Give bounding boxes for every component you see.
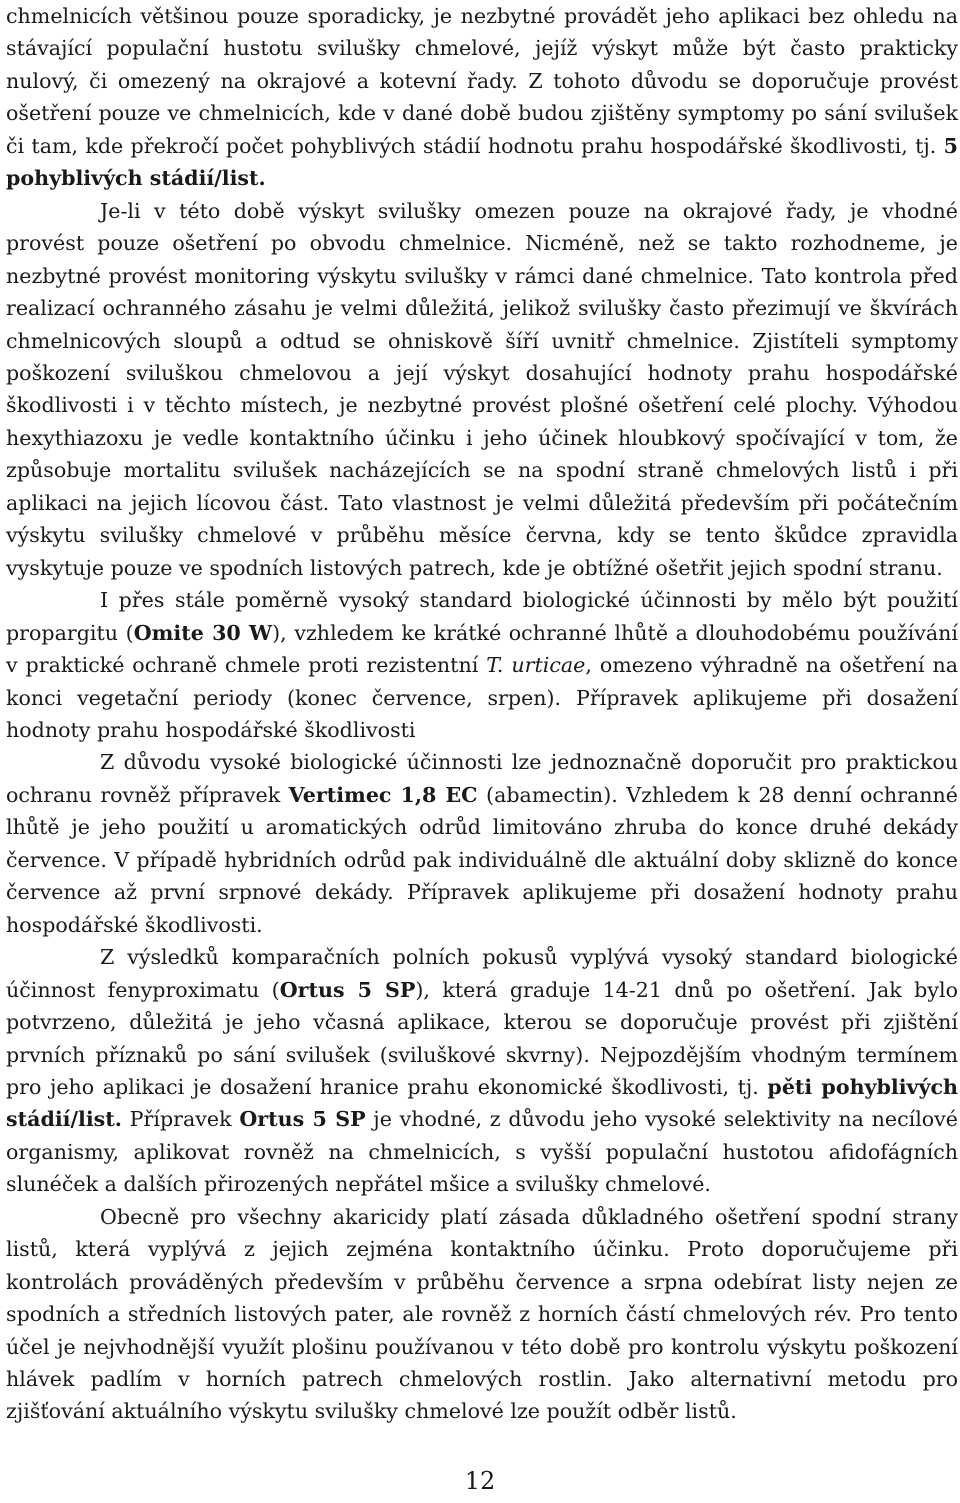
text-run: ), která graduje 14-21 dnů po ošetření. Jak bylo potvrzeno, důležitá je jeho včasná aplikace, kterou se doporučuje provést při zjištění prvních příznaků po sání svilušek (sviluškové skvrny). Nejpozdějším vhodným termínem pro jeho aplikaci je dosažení hranice prahu ekonomické škodlivosti, tj.	[6, 977, 958, 1099]
bold-text: pěti pohyblivých stádií/list.	[6, 1074, 958, 1132]
text-run: chmelnicích většinou pouze sporadicky, je nezbytné provádět jeho aplikaci bez ohledu na stávající populační hustotu svilušky chmelové, jejíž výskyt může být často prakticky nulový, či omezený na okrajové a kotevní řady. Z tohoto důvodu se doporučuje provést ošetření pouze ve chmelnicích, kde v dané době budou zjištěny symptomy po sání svilušek či tam, kde překročí počet pohyblivých stádií hodnotu prahu hospodářské škodlivosti, tj.	[6, 4, 958, 158]
bold-text: Vertimec 1,8 EC	[288, 782, 478, 807]
text-run: Je-li v této době výskyt svilušky omezen pouze na okrajové řady, je vhodné provést pouze ošetření po obvodu chmelnice. Nicméně, než se takto rozhodneme, je nezbytné provést monitoring výskytu svilušky v rámci dané chmelnice. Tato kontrola před realizací ochranného zásahu je velmi důležitá, jelikož svilušky často přezimují ve škvírách chmelnicových sloupů a odtud se ohniskově šíří uvnitř chmelnice. Zjistíteli symptomy poškození sviluškou chmelovou a její výskyt dosahující hodnoty prahu hospodářské škodlivosti i v těchto místech, je nezbytné provést plošné ošetření celé plochy. Výhodou hexythiazoxu je vedle kontaktního účinku i jeho účinek hloubkový spočívající v tom, že způsobuje mortalitu svilušek nacházejících se na spodní straně chmelových listů i při aplikaci na jejich lícovou část. Tato vlastnost je velmi důležitá především při počátečním výskytu svilušky chmelové v průběhu měsíce června, kdy se tento škůdce zpravidla vyskytuje pouze ve spodních listových patrech, kde je obtížné ošetřit jejich spodní stranu.	[6, 198, 958, 580]
text-run: Obecně pro všechny akaricidy platí zásada důkladného ošetření spodní strany listů, která vyplývá z jejich zejména kontaktního účinku. Proto doporučujeme při kontrolách prováděných především v průběhu července a srpna odebírat listy nejen ze spodních a středních listových pater, ale rovněž z horních částí chmelových rév. Pro tento účel je nejvhodnější využít plošinu používanou v této době pro kontrolu výskytu poškození hlávek padlím v horních patrech chmelových rostlin. Jako alternativní metodu pro zjišťování aktuálního výskytu svilušky chmelové lze použít odběr listů.	[6, 1204, 958, 1424]
text-run: (abamectin). Vzhledem k 28 denní ochranné lhůtě je jeho použití u aromatických odrůd limitováno zhruba do konce druhé dekády července. V případě hybridních odrůd pak individuálně dle aktuální doby sklizně do konce července až první srpnové dekády. Přípravek aplikujeme při dosažení hodnoty prahu hospodářské škodlivosti.	[6, 782, 958, 937]
bold-text: Omite 30 W	[133, 620, 273, 645]
bold-text: 5 pohyblivých stádií/list.	[6, 133, 958, 191]
paragraph	[6, 941, 958, 1201]
text-run: Z důvodu vysoké biologické účinnosti lze jednoznačně doporučit pro praktickou ochranu rovněž přípravek	[6, 750, 958, 807]
paragraph	[6, 195, 958, 584]
text-run: Přípravek	[121, 1107, 240, 1132]
paragraph	[6, 584, 958, 746]
bold-text: Ortus 5 SP	[239, 1107, 366, 1132]
paragraph	[6, 1201, 958, 1428]
paragraph	[6, 746, 958, 941]
text-run: I přes stále poměrně vysoký standard biologické účinnosti by mělo být použití propargitu (	[6, 588, 958, 645]
italic-text: T. urticae	[486, 653, 586, 678]
text-run: je vhodné, z důvodu jeho vysoké selektivity na necílové organismy, aplikovat rovněž na chmelnicích, s vyšší populační hustotou afidofágních slunéček a dalších přirozených nepřátel mšice a svilušky chmelové.	[6, 1107, 958, 1197]
text-run: Z výsledků komparačních polních pokusů vyplývá vysoký standard biologické účinnost fenyproximatu (	[6, 945, 958, 1002]
bold-text: Ortus 5 SP	[279, 977, 416, 1002]
text-run: ), vzhledem ke krátké ochranné lhůtě a dlouhodobému používání v praktické ochraně chmele proti rezistentní	[6, 620, 959, 678]
document-page	[6, 0, 958, 1428]
text-run: , omezeno výhradně na ošetření na konci vegetační periody (konec července, srpen). Přípravek aplikujeme při dosažení hodnoty prahu hospodářské škodlivosti	[6, 653, 958, 742]
page-number: 12	[464, 1467, 496, 1495]
paragraph	[6, 0, 958, 195]
